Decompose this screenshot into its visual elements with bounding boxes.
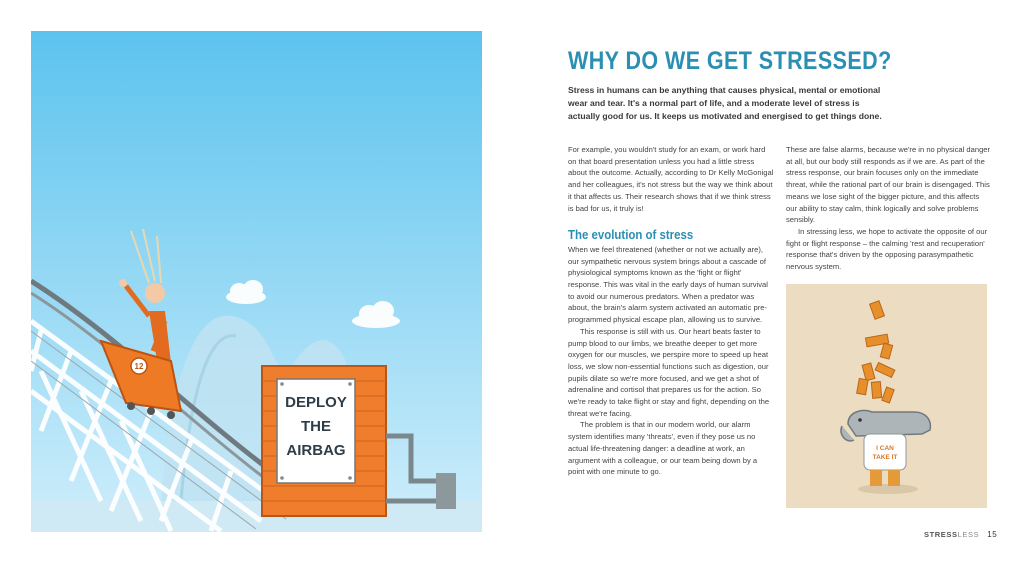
- lead-paragraph: Stress in humans can be anything that causes physical, mental or emotional wear and tear. It's a normal part of life, and a moderate level of stress is actually good for us. It keeps us motivated and energised to get things done.: [568, 85, 882, 121]
- paragraph: These are false alarms, because we're in no physical danger at all, but our body still responds as if we are. As part of the stress response, our brain focuses only on the immediate threat, while the rational part of our brain is disengaged. This means we lose sight of the bigger picture, and this affects our ability to stay calm, think logically and solve problems sensibly.: [786, 145, 991, 225]
- brick-wall: [262, 366, 386, 516]
- bricks-illustration: [786, 284, 987, 508]
- paragraph: This response is still with us. Our heart beats faster to pump blood to our limbs, we breathe deeper to get more oxygen for our muscles, we perspire more to speed up heat loss, we slow non-essential functions such as digestion, our pupils dilate so we're more focused, and we get a shot of adrenaline and cortisol that prepares us for the action. So we're ready to take flight or stay and fight, depending on the threat we're facing.: [568, 326, 770, 418]
- rollercoaster-illustration: [31, 31, 482, 532]
- page-footer: [924, 530, 997, 539]
- paragraph: For example, you wouldn't study for an exam, or work hard on that board presentation unless you had a little stress about the outcome. Actually, according to Dr Kelly McGonigal and her colleagues, it's not stress but the way we think about it that affects us. Their research shows that if we think stress is bad for us, it truly is!: [568, 145, 774, 213]
- shirt-line2: TAKE IT: [872, 454, 898, 461]
- page-title: WHY DO WE GET STRESSED?: [568, 47, 892, 75]
- text-column-2: [786, 144, 992, 273]
- sign-line1: DEPLOY: [285, 394, 347, 411]
- brand-bold: STRESS: [924, 530, 958, 539]
- shirt-line1: I CAN: [876, 445, 894, 452]
- sign-line2: THE: [301, 418, 331, 435]
- paragraph: When we feel threatened (whether or not we actually are), our sympathetic nervous system brings about a cascade of physiological symptoms known as the 'fight or flight' response. This was vital in the early days of human survival to avoid our numerous predators. When a predator was about, the brain's alarm system activated an automatic pre-programmed physical escape plan, allowing us to survive.: [568, 244, 768, 325]
- brand-light: LESS: [957, 530, 980, 539]
- car-number: 12: [134, 362, 144, 371]
- sign-line3: AIRBAG: [286, 442, 346, 459]
- text-column-1: [568, 144, 775, 478]
- paragraph: In stressing less, we hope to activate the opposite of our fight or flight response – the calming 'rest and recuperation' response that's driven by the opposing parasympathetic nervous system.: [786, 226, 988, 272]
- section-heading: The evolution of stress: [568, 227, 694, 243]
- page-number: 15: [987, 530, 998, 539]
- paragraph: The problem is that in our modern world, our alarm system identifies many 'threats', even if they pose us no actual life-threatening danger: a deadline at work, an argument with a colleague, or our team being down by a point with one minute to go.: [568, 420, 758, 477]
